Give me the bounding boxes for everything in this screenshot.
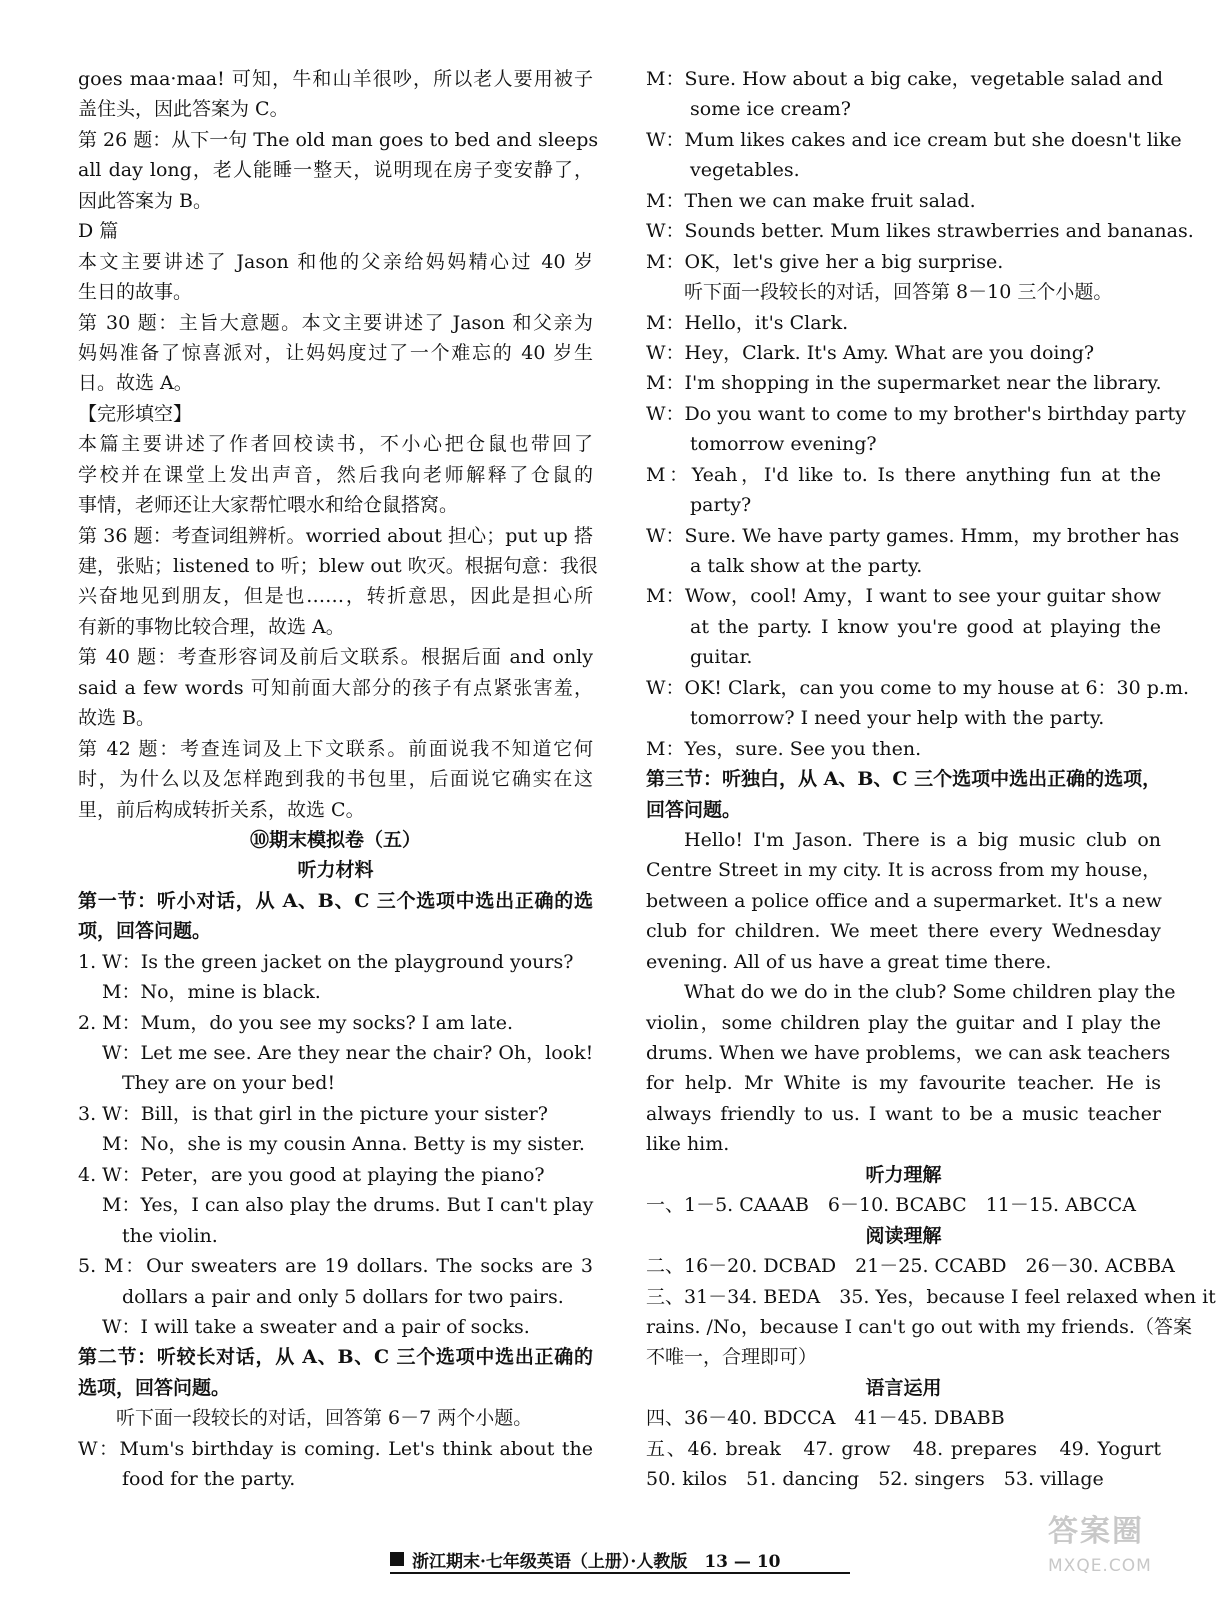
text-line: M：I'm shopping in the supermarket near the library. — [646, 372, 1162, 395]
text-line: dollars a pair and only 5 dollars for two pairs. — [122, 1285, 564, 1308]
text-line: 第二节：听较长对话，从 A、B、C 三个选项中选出正确的 — [78, 1346, 593, 1369]
text-line: 本篇主要讲述了作者回校读书，不小心把仓鼠也带回了 — [78, 433, 593, 456]
text-line: 项，回答问题。 — [78, 920, 212, 943]
text-line: 阅读理解 — [865, 1224, 942, 1247]
text-line: 故选 B。 — [78, 707, 156, 730]
text-line: like him. — [646, 1133, 730, 1156]
text-line: M：Hello，it's Clark. — [646, 311, 849, 334]
text-line: M：Sure. How about a big cake，vegetable salad and — [646, 68, 1164, 90]
text-line: W：I will take a sweater and a pair of socks. — [102, 1315, 530, 1338]
text-line: W：Sure. We have party games. Hmm，my brother has — [646, 524, 1180, 547]
text-line: 听下面一段较长的对话，回答第 6－7 两个小题。 — [116, 1407, 533, 1430]
text-line: 妈妈准备了惊喜派对，让妈妈度过了一个难忘的 40 岁生 — [78, 341, 593, 364]
square-icon — [390, 1552, 404, 1566]
text-line: always friendly to us. I want to be a music teacher — [646, 1102, 1161, 1125]
text-line: W：Mum's birthday is coming. Let's think about the — [78, 1437, 593, 1460]
page-footer — [390, 1546, 850, 1574]
text-line: goes maa·maa! 可知，牛和山羊很吵，所以老人要用被子 — [78, 68, 593, 90]
text-line: W：Hey，Clark. It's Amy. What are you doing? — [646, 341, 1095, 364]
text-line: Hello! I'm Jason. There is a big music club on — [684, 828, 1161, 851]
text-line: 一、1－5. CAAAB 6－10. BCABC 11－15. ABCCA — [646, 1194, 1136, 1217]
text-line: 生日的故事。 — [78, 281, 193, 304]
text-line: M：Wow，cool! Amy，I want to see your guitar show — [646, 585, 1161, 608]
text-line: between a police office and a supermarket. It's a new — [646, 889, 1162, 912]
text-line: rains. /No，because I can't go out with my friends.（答案 — [646, 1315, 1192, 1338]
text-line: Centre Street in my city. It is across from my house， — [646, 859, 1162, 882]
text-line: vegetables. — [690, 159, 800, 182]
text-line: D 篇 — [78, 220, 119, 243]
text-line: 5. M：Our sweaters are 19 dollars. The socks are 3 — [78, 1255, 593, 1278]
text-line: 【完形填空】 — [78, 402, 193, 425]
text-line: 听力材料 — [297, 859, 374, 882]
text-line: 第 26 题：从下一句 The old man goes to bed and sleeps — [78, 128, 599, 151]
text-line: guitar. — [690, 646, 753, 669]
text-line: 第 36 题：考查词组辨析。worried about 担心；put up 搭 — [78, 524, 593, 547]
text-line: 4. W：Peter，are you good at playing the piano? — [78, 1163, 545, 1186]
text-line: W：Sounds better. Mum likes strawberries and bananas. — [646, 220, 1194, 243]
watermark-title: 答案圈 — [1048, 1514, 1144, 1549]
text-line: M：Yeah，I'd like to. Is there anything fun at the — [646, 463, 1161, 486]
watermark-logo — [1048, 1506, 1198, 1590]
text-line: M：Yes，sure. See you then. — [646, 737, 922, 760]
text-line: 3. W：Bill，is that girl in the picture your sister? — [78, 1102, 548, 1125]
text-line: party? — [690, 494, 752, 517]
text-line: 兴奋地见到朋友，但是也……，转折意思，因此是担心所 — [78, 585, 593, 608]
watermark-url: MXQE.COM — [1048, 1556, 1152, 1576]
left-column — [78, 64, 599, 1495]
text-line: all day long，老人能睡一整天，说明现在房子变安静了， — [78, 159, 593, 182]
text-line: 第三节：听独白，从 A、B、C 三个选项中选出正确的选项， — [646, 768, 1162, 791]
text-line: 不唯一，合理即可） — [646, 1346, 818, 1369]
text-line: What do we do in the club? Some children play the — [684, 981, 1176, 1004]
text-line: W：OK! Clark，can you come to my house at 6：30 p.m. — [646, 676, 1190, 699]
text-line: 里，前后构成转折关系，故选 C。 — [78, 798, 365, 821]
text-line: 事情，老师还让大家帮忙喂水和给仓鼠搭窝。 — [78, 494, 459, 517]
text-line: 选项，回答问题。 — [78, 1376, 231, 1399]
text-line: M：OK，let's give her a big surprise. — [646, 250, 1004, 273]
text-line: evening. All of us have a great time there. — [646, 950, 1052, 973]
footer-text: 浙江期末·七年级英语（上册）·人教版 13 — 10 — [412, 1551, 781, 1572]
text-line: 三、31－34. BEDA 35. Yes，because I feel relaxed when it — [646, 1285, 1216, 1308]
text-line: 1. W：Is the green jacket on the playground yours? — [78, 950, 574, 973]
text-line: 听力理解 — [865, 1163, 942, 1186]
text-line: 第 30 题：主旨大意题。本文主要讲述了 Jason 和父亲为 — [78, 311, 593, 334]
text-line: 五、46. break 47. grow 48. prepares 49. Yogurt — [646, 1437, 1161, 1460]
text-line: 盖住头，因此答案为 C。 — [78, 98, 289, 121]
text-line: at the party. I know you're good at playing the — [690, 615, 1161, 638]
text-line: 时，为什么以及怎样跑到我的书包里，后面说它确实在这 — [78, 768, 593, 791]
text-line: said a few words 可知前面大部分的孩子有点紧张害羞， — [78, 676, 593, 699]
text-line: ⑩期末模拟卷（五） — [249, 828, 421, 851]
text-line: 建，张贴；listened to 听；blew out 吹灭。根据句意：我很 — [78, 555, 598, 577]
text-line: 有新的事物比较合理，故选 A。 — [78, 615, 345, 638]
text-line: 回答问题。 — [646, 798, 742, 821]
text-line: a talk show at the party. — [690, 555, 923, 577]
text-line: for help. Mr White is my favourite teacher. He is — [646, 1072, 1161, 1095]
text-line: W：Let me see. Are they near the chair? Oh，look! — [102, 1042, 594, 1064]
text-line: 第一节：听小对话，从 A、B、C 三个选项中选出正确的选 — [78, 889, 593, 912]
text-line: 因此答案为 B。 — [78, 189, 213, 212]
text-line: 第 40 题：考查形容词及前后文联系。根据后面 and only — [78, 646, 593, 669]
text-line: some ice cream? — [690, 98, 851, 121]
text-line: 听下面一段较长的对话，回答第 8－10 三个小题。 — [684, 281, 1113, 304]
text-line: the violin. — [122, 1224, 218, 1247]
text-line: M：Yes，I can also play the drums. But I can't play — [102, 1194, 594, 1217]
text-line: 二、16－20. DCBAD 21－25. CCABD 26－30. ACBBA — [646, 1255, 1175, 1278]
text-line: They are on your bed! — [122, 1072, 336, 1095]
text-line: M：No，mine is black. — [102, 981, 321, 1004]
text-line: tomorrow? I need your help with the party. — [690, 707, 1105, 730]
text-line: 2. M：Mum，do you see my socks? I am late. — [78, 1011, 514, 1034]
text-line: M：No，she is my cousin Anna. Betty is my sister. — [102, 1133, 585, 1156]
text-line: M：Then we can make fruit salad. — [646, 189, 976, 212]
text-line: violin，some children play the guitar and I play the — [646, 1011, 1161, 1034]
text-line: 本文主要讲述了 Jason 和他的父亲给妈妈精心过 40 岁 — [78, 250, 593, 273]
text-line: W：Mum likes cakes and ice cream but she doesn't like — [646, 128, 1182, 151]
text-line: W：Do you want to come to my brother's birthday party — [646, 402, 1186, 425]
text-line: 第 42 题：考查连词及上下文联系。前面说我不知道它何 — [78, 737, 593, 760]
right-column — [646, 64, 1216, 1495]
text-line: 四、36－40. BDCCA 41－45. DBABB — [646, 1407, 1005, 1430]
text-line: 日。故选 A。 — [78, 372, 193, 395]
text-line: club for children. We meet there every Wednesday — [646, 920, 1161, 943]
text-line: 语言运用 — [865, 1376, 942, 1399]
text-line: 学校并在课堂上发出声音，然后我向老师解释了仓鼠的 — [78, 463, 593, 486]
text-line: food for the party. — [122, 1468, 296, 1491]
text-line: drums. When we have problems，we can ask teachers — [646, 1042, 1171, 1064]
text-line: tomorrow evening? — [690, 433, 877, 456]
text-line: 50. kilos 51. dancing 52. singers 53. village — [646, 1468, 1104, 1491]
